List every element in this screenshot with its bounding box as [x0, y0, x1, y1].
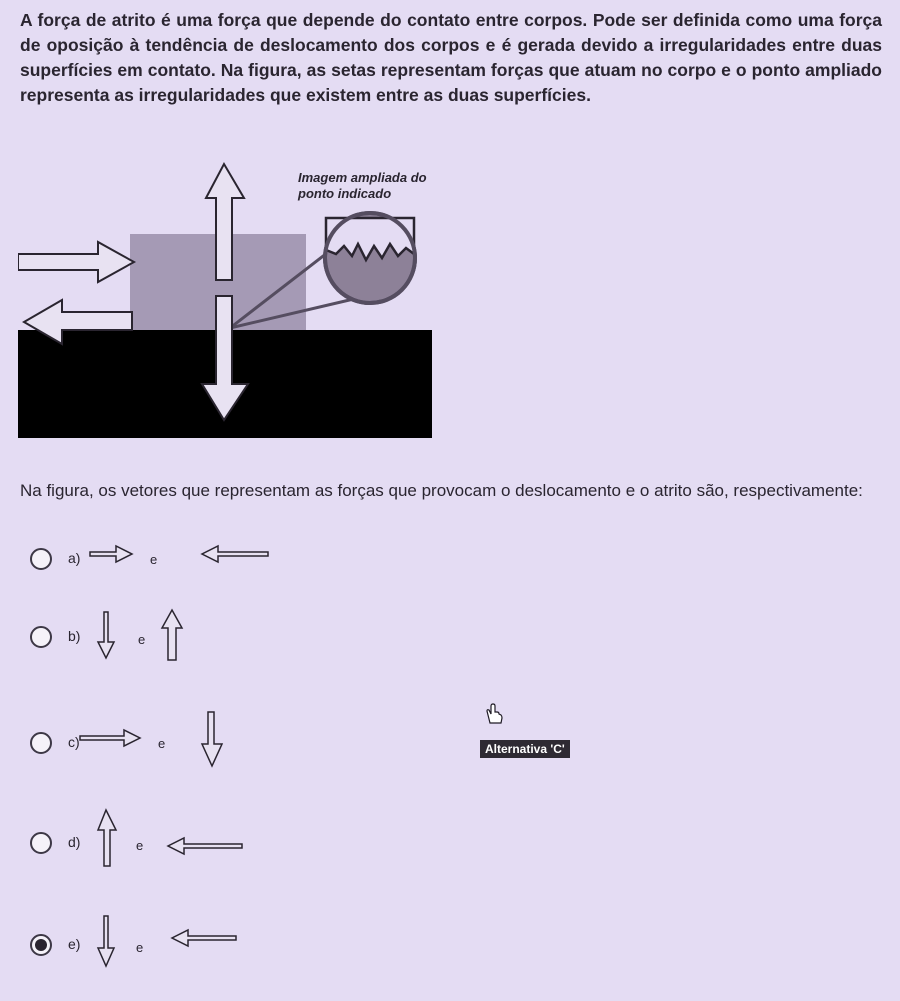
figure-caption — [298, 170, 427, 202]
option-d-letter: d) — [68, 834, 81, 850]
option-d-left-arrow-icon — [168, 838, 242, 854]
option-d-arrows — [88, 806, 248, 872]
radio-c[interactable] — [30, 732, 52, 754]
option-e[interactable] — [30, 928, 250, 968]
option-b-letter: b) — [68, 628, 81, 644]
option-a-sep: e — [150, 552, 158, 567]
option-c-right-arrow-icon — [80, 730, 140, 746]
radio-d[interactable] — [30, 832, 52, 854]
option-e-arrows — [88, 910, 248, 972]
question-text: Na figura, os vetores que representam as forças que provocam o deslocamento e o atrito são, respectivamente: — [20, 481, 863, 500]
option-d[interactable] — [30, 826, 250, 866]
hand-cursor-icon — [484, 703, 504, 730]
option-a-arrows — [88, 532, 308, 572]
option-b-sep: e — [138, 632, 146, 647]
option-b-down-arrow-icon — [98, 612, 114, 658]
option-b-arrows — [88, 608, 208, 664]
radio-b[interactable] — [30, 626, 52, 648]
option-a-left-arrow-icon — [202, 546, 268, 562]
option-a[interactable] — [30, 542, 290, 582]
option-b-up-arrow-icon — [162, 610, 182, 660]
push-arrow — [18, 242, 134, 282]
option-e-sep: e — [136, 940, 144, 955]
option-c-down-arrow-icon — [202, 712, 222, 766]
figure-caption-line1: Imagem ampliada do — [298, 170, 427, 185]
option-e-left-arrow-icon — [172, 930, 236, 946]
figure-caption-line2: ponto indicado — [298, 186, 392, 201]
intro-paragraph: A força de atrito é uma força que depende do contato entre corpos. Pode ser definida como uma força de oposição à tendência de deslocamento dos corpos e é gerada devido a irregularidades entre duas superfícies em contato. Na figura, as setas representam forças que atuam no corpo e o ponto ampliado representa as irregularidades que existem entre as duas superfícies. — [20, 10, 882, 105]
option-c[interactable] — [30, 726, 250, 766]
option-a-right-arrow-icon — [90, 546, 132, 562]
option-e-down-arrow-icon — [98, 916, 114, 966]
option-c-arrows — [78, 706, 258, 772]
option-a-letter: a) — [68, 550, 81, 566]
option-d-sep: e — [136, 838, 144, 853]
radio-a[interactable] — [30, 548, 52, 570]
radio-e[interactable] — [30, 934, 52, 956]
option-d-up-arrow-icon — [98, 810, 116, 866]
option-e-letter: e) — [68, 936, 81, 952]
option-b[interactable] — [30, 620, 230, 660]
option-c-sep: e — [158, 736, 166, 751]
option-c-letter: c) — [68, 734, 80, 750]
answer-tag: Alternativa 'C' — [480, 740, 570, 758]
